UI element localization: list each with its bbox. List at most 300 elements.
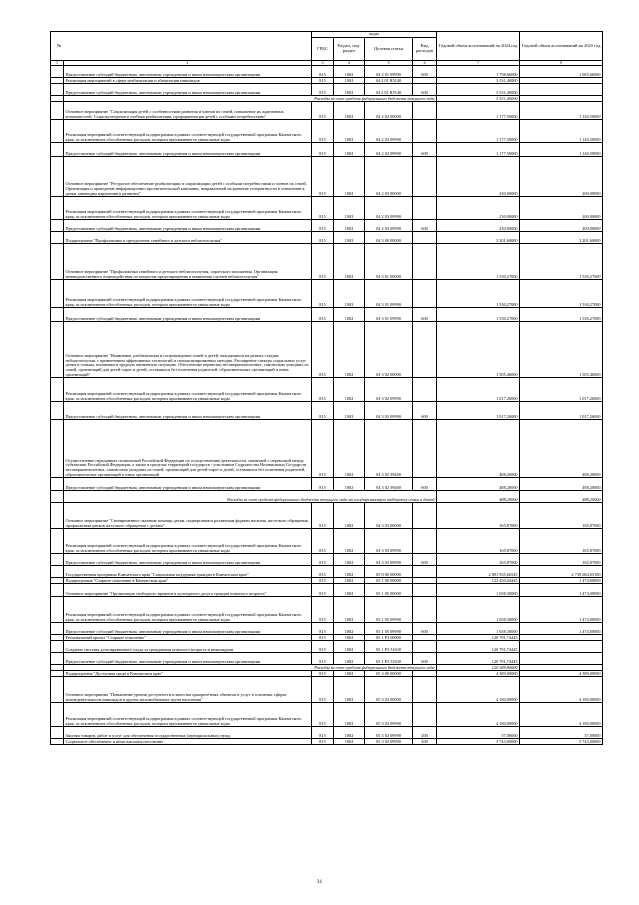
table-row xyxy=(51,529,603,554)
row-target: 04 2 03 00000 xyxy=(365,157,413,197)
row-num-cell xyxy=(51,653,64,665)
row-target: 04 3 02 59400 xyxy=(365,420,413,478)
row-section: 1002 xyxy=(334,308,365,322)
table-row xyxy=(51,197,603,220)
row-expense-type: 600 xyxy=(413,220,437,232)
row-section: 1002 xyxy=(334,232,365,244)
row-value-2025: 4 180,00000 xyxy=(520,677,603,703)
row-section: 1002 xyxy=(334,478,365,491)
row-value-2025: 1 140,50000 xyxy=(520,102,603,120)
row-value-2024: 3 531,40000 xyxy=(437,78,520,84)
row-section: 1002 xyxy=(334,554,365,566)
table-row xyxy=(51,597,603,623)
row-expense-type: 600 xyxy=(413,308,437,322)
row-num-cell xyxy=(51,478,64,491)
row-section: 1002 xyxy=(334,739,365,745)
row-num-cell xyxy=(51,727,64,739)
row-grbs: 815 xyxy=(312,143,334,157)
row-section: 1002 xyxy=(334,529,365,554)
row-value-2025: 1 505,46000 xyxy=(520,322,603,378)
row-num-cell xyxy=(51,120,64,143)
row-value-2024: 57,00000 xyxy=(437,727,520,739)
row-value-2024: 120 791,74445 xyxy=(437,641,520,653)
row-name: Региональный проект "Старшее поколение" xyxy=(64,635,312,641)
row-name: Основное мероприятие "Ресурсное обеспечение реабилитации и социализации детей с особыми потребностями и членов их семей. Организация и проведение информационно-просветительской кампании, направленной на развитие толерантности в отношении к детям, имеющим нарушения в развитии" xyxy=(64,157,312,197)
row-num-cell xyxy=(51,402,64,420)
header-target: Целевая статья xyxy=(365,38,413,61)
colnum-2: 2 xyxy=(64,61,312,66)
page-number: 31 xyxy=(316,879,323,885)
row-expense-type xyxy=(413,157,437,197)
row-target: 04 3 01 09990 xyxy=(365,308,413,322)
row-expense-type: 600 xyxy=(413,66,437,78)
row-target: 04 3 03 09990 xyxy=(365,554,413,566)
row-section: 1002 xyxy=(334,322,365,378)
colnum-7: 7 xyxy=(437,61,520,66)
colnum-4: 4 xyxy=(334,61,365,66)
row-value-2025: 200,00000 xyxy=(520,220,603,232)
row-grbs: 815 xyxy=(312,322,334,378)
row-value-2025: 1 017,26000 xyxy=(520,378,603,402)
row-num-cell xyxy=(51,597,64,623)
row-value-2024: 1 530,27000 xyxy=(437,308,520,322)
row-value-2025: 3 743,00000 xyxy=(520,739,603,745)
row-target: 04 2 01 R5140 xyxy=(365,84,413,96)
note-value-2024: 3 531,40000 xyxy=(437,96,520,102)
row-target: 04 3 02 59400 xyxy=(365,478,413,491)
header-vol-2025: Годовой объем ассигнований на 2025 год xyxy=(520,32,603,61)
row-grbs: 815 xyxy=(312,244,334,280)
row-target: 05 3 00 00000 xyxy=(365,671,413,677)
row-name: Основное мероприятие "Профилактика семейного и детского неблагополучия, сиротского положения. Организация межведомственного взаимодействия по вопросам предотвращения и выявления случаев неблагополучия" xyxy=(64,244,312,280)
row-value-2024: 1 658,30000 xyxy=(437,597,520,623)
row-name: Основное мероприятие "Организация свободного времени и культурного досуга граждан пожилого возраста" xyxy=(64,584,312,597)
row-grbs: 815 xyxy=(312,739,334,745)
row-name: Предоставление субсидий бюджетным, автономным учреждениям и иным некоммерческим организациям xyxy=(64,220,312,232)
row-name: Социальное обеспечение и иные выплаты населению xyxy=(64,739,312,745)
row-expense-type: 600 xyxy=(413,84,437,96)
row-target: 04 3 00 00000 xyxy=(365,232,413,244)
row-expense-type: 600 xyxy=(413,143,437,157)
table-row xyxy=(51,402,603,420)
row-expense-type xyxy=(413,197,437,220)
row-num-cell xyxy=(51,529,64,554)
row-num-cell xyxy=(51,102,64,120)
row-target: 04 3 01 09990 xyxy=(365,280,413,308)
row-value-2024: 1 017,26000 xyxy=(437,402,520,420)
table-row xyxy=(51,623,603,635)
row-value-2024: 488,20000 xyxy=(437,420,520,478)
row-value-2024: 4 180,00000 xyxy=(437,677,520,703)
table-row xyxy=(51,244,603,280)
row-grbs: 815 xyxy=(312,623,334,635)
row-grbs: 815 xyxy=(312,578,334,584)
row-value-2025: 57,00000 xyxy=(520,727,603,739)
row-num-cell xyxy=(51,232,64,244)
colnum-1: 1 xyxy=(51,61,64,66)
row-num-cell xyxy=(51,420,64,478)
row-num-cell xyxy=(51,739,64,745)
row-target: 04 3 02 09990 xyxy=(365,402,413,420)
row-value-2024: 165,87000 xyxy=(437,529,520,554)
row-value-2025: 4 389,00000 xyxy=(520,671,603,677)
row-section: 1002 xyxy=(334,635,365,641)
row-expense-type xyxy=(413,102,437,120)
table-row xyxy=(51,641,603,653)
row-num-cell xyxy=(51,566,64,578)
header-codes: коды xyxy=(312,32,437,38)
row-value-2025 xyxy=(520,84,603,96)
row-grbs: 815 xyxy=(312,529,334,554)
table-row xyxy=(51,378,603,402)
table-row xyxy=(51,554,603,566)
row-section: 1002 xyxy=(334,641,365,653)
row-name: Предоставление субсидий бюджетным, автономным учреждениям и иным некоммерческим организациям xyxy=(64,623,312,635)
row-target: 04 3 02 00000 xyxy=(365,322,413,378)
table-row xyxy=(51,308,603,322)
row-name: Предоставление субсидий бюджетным, автономным учреждениям и иным некоммерческим организациям xyxy=(64,554,312,566)
row-name: Предоставление субсидий бюджетным, автономным учреждениям и иным некоммерческим организациям xyxy=(64,84,312,96)
row-target: 05 0 00 00000 xyxy=(365,566,413,578)
row-value-2024: 230,00000 xyxy=(437,197,520,220)
row-expense-type xyxy=(413,280,437,308)
row-value-2025: 200,00000 xyxy=(520,157,603,197)
row-value-2025: 4 180,00000 xyxy=(520,703,603,727)
row-section: 1002 xyxy=(334,244,365,280)
row-expense-type xyxy=(413,232,437,244)
row-num-cell xyxy=(51,220,64,232)
row-value-2024: 1 530,27000 xyxy=(437,244,520,280)
row-value-2025: 1 017,26000 xyxy=(520,402,603,420)
row-grbs: 815 xyxy=(312,78,334,84)
row-num-cell xyxy=(51,584,64,597)
row-expense-type xyxy=(413,641,437,653)
row-value-2025: 3 201,60000 xyxy=(520,232,603,244)
row-target: 04 2 02 09990 xyxy=(365,120,413,143)
row-expense-type: 600 xyxy=(413,402,437,420)
row-grbs: 815 xyxy=(312,503,334,529)
header-vol-2024: Годовой объем ассигнований на 2024 год xyxy=(437,32,520,61)
row-name: Основное мероприятие "Выявление, реабилитация и сопровождение семей и детей, находящихся на разных стадиях неблагополучия, с применением эффективных технологий и специализированных методик. Расширение спектра социальных услуг детям и семьям, попавшим в трудную жизненную ситуацию. Обеспечение перевозки несовершеннолетних, самовольно ушедших из семей, организаций для детей-сирот и детей, оставшихся без попечения родителей, образовательных организаций и иных организаций" xyxy=(64,322,312,378)
note-text: Расходы за счет средств федерального бюджета текущего года xyxy=(64,96,437,102)
row-value-2025: 2 739 684,05100 xyxy=(520,566,603,578)
row-value-2025: 488,20000 xyxy=(520,478,603,491)
row-expense-type xyxy=(413,677,437,703)
row-section: 1002 xyxy=(334,703,365,727)
row-grbs: 815 xyxy=(312,102,334,120)
row-grbs: 815 xyxy=(312,120,334,143)
row-name: Основное мероприятие "Повышение уровня доступности и качества приоритетных объектов и услуг в основных сферах жизнедеятельности инвалидов и других маломобильных групп населения" xyxy=(64,677,312,703)
row-grbs: 815 xyxy=(312,232,334,244)
table-row xyxy=(51,280,603,308)
colnum-6: 6 xyxy=(413,61,437,66)
row-value-2025: 1 530,27000 xyxy=(520,280,603,308)
row-grbs: 815 xyxy=(312,378,334,402)
row-target: 04 2 03 09990 xyxy=(365,220,413,232)
row-section: 1002 xyxy=(334,78,365,84)
row-value-2024: 1 658,30000 xyxy=(437,584,520,597)
row-grbs: 815 xyxy=(312,402,334,420)
row-name: Реализация мероприятий соответствующей подпрограммы в рамках соответствующей государственной программы Камчатского края, за исключением обособленных расходов, которым присваиваются уникальные коды xyxy=(64,703,312,727)
row-value-2024: 230,00000 xyxy=(437,157,520,197)
row-name: Осуществление переданных полномочий Российской Федерации по осуществлению деятельности, связанной с перевозкой между субъектами Российской Федерации, а также в пределах территорий государств - участников Содружества Независимых Государств несовершеннолетних, самовольно ушедших из семей, организаций для детей-сирот и детей, оставшихся без попечения родителей, образовательных организаций и иных организаций xyxy=(64,420,312,478)
row-section: 1002 xyxy=(334,120,365,143)
row-name: Реализация мероприятий соответствующей подпрограммы в рамках соответствующей государственной программы Камчатского края, за исключением обособленных расходов, которым присваиваются уникальные коды xyxy=(64,197,312,220)
row-grbs: 815 xyxy=(312,703,334,727)
row-value-2025: 1 685,66000 xyxy=(520,66,603,78)
row-section: 1002 xyxy=(334,378,365,402)
row-value-2024: 488,20000 xyxy=(437,478,520,491)
row-target: 04 2 03 09990 xyxy=(365,197,413,220)
row-value-2024: 4 180,00000 xyxy=(437,703,520,727)
row-section: 1002 xyxy=(334,102,365,120)
row-target: 05 1 P3 00000 xyxy=(365,635,413,641)
row-section: 1002 xyxy=(334,578,365,584)
header-section: Раздел, под-раздел xyxy=(334,38,365,61)
table-note-row xyxy=(51,491,603,503)
row-value-2024: 3 531,40000 xyxy=(437,84,520,96)
row-target: 04 3 02 09990 xyxy=(365,378,413,402)
row-value-2025: 165,87000 xyxy=(520,529,603,554)
row-expense-type xyxy=(413,566,437,578)
table-row xyxy=(51,102,603,120)
row-value-2024: 1 530,27000 xyxy=(437,280,520,308)
row-grbs: 815 xyxy=(312,84,334,96)
table-row xyxy=(51,703,603,727)
row-section: 1002 xyxy=(334,677,365,703)
row-target: 05 1 05 09990 xyxy=(365,597,413,623)
row-name: Подпрограмма "Профилактика и преодоление семейного и детского неблагополучия" xyxy=(64,232,312,244)
row-target: 04 3 03 09990 xyxy=(365,529,413,554)
row-target: 05 1 P3 51630 xyxy=(365,653,413,665)
row-target: 04 2 01 09990 xyxy=(365,66,413,78)
row-grbs: 815 xyxy=(312,584,334,597)
row-target: 05 1 00 00000 xyxy=(365,578,413,584)
row-target: 05 3 02 09990 xyxy=(365,727,413,739)
row-value-2024: 165,87000 xyxy=(437,554,520,566)
row-name: Создание системы долговременного ухода за гражданами пожилого возраста и инвалидами xyxy=(64,641,312,653)
budget-table xyxy=(50,31,603,745)
header-num: № xyxy=(51,32,312,61)
row-grbs: 815 xyxy=(312,641,334,653)
row-section: 1002 xyxy=(334,66,365,78)
row-section: 1002 xyxy=(334,280,365,308)
table-row xyxy=(51,322,603,378)
row-section: 1002 xyxy=(334,584,365,597)
row-num-cell xyxy=(51,157,64,197)
row-expense-type: 600 xyxy=(413,653,437,665)
row-value-2025: 1 140,50000 xyxy=(520,120,603,143)
row-target: 05 3 02 09990 xyxy=(365,703,413,727)
row-target: 04 2 02 00000 xyxy=(365,102,413,120)
row-target: 04 3 03 00000 xyxy=(365,503,413,529)
note-text: Расходы за счет средств федерального бюджета текущего года на государственную поддержку семьи и детей xyxy=(64,491,437,503)
row-name: Реализация мероприятий соответствующей подпрограммы в рамках соответствующей государственной программы Камчатского края, за исключением обособленных расходов, которым присваиваются уникальные коды xyxy=(64,597,312,623)
table-row xyxy=(51,232,603,244)
row-section: 1002 xyxy=(334,220,365,232)
table-body xyxy=(51,66,603,745)
row-num-cell xyxy=(51,623,64,635)
table-row xyxy=(51,84,603,96)
row-section: 1002 xyxy=(334,566,365,578)
row-target: 04 2 02 09990 xyxy=(365,143,413,157)
row-name: Реализация мероприятий соответствующей подпрограммы в рамках соответствующей государственной программы Камчатского края, за исключением обособленных расходов, которым присваиваются уникальные коды xyxy=(64,378,312,402)
row-value-2024: 1 177,50000 xyxy=(437,120,520,143)
row-value-2025: 1 474,00000 xyxy=(520,623,603,635)
row-expense-type: 600 xyxy=(413,623,437,635)
table-row xyxy=(51,503,603,529)
row-expense-type: 300 xyxy=(413,739,437,745)
row-expense-type xyxy=(413,584,437,597)
note-value-2024: 488,20000 xyxy=(437,491,520,503)
row-name: Реализация мероприятий соответствующей подпрограммы в рамках соответствующей государственной программы Камчатского края, за исключением обособленных расходов, которым присваиваются уникальные коды xyxy=(64,529,312,554)
row-name: Реализация мероприятий соответствующей подпрограммы в рамках соответствующей государственной программы Камчатского края, за исключением обособленных расходов, которым присваиваются уникальные коды xyxy=(64,120,312,143)
row-name: Подпрограмма "Старшее поколение в Камчатском крае" xyxy=(64,578,312,584)
row-section: 1002 xyxy=(334,197,365,220)
row-expense-type: 600 xyxy=(413,554,437,566)
row-grbs: 815 xyxy=(312,566,334,578)
row-value-2024: 2 801 935,66545 xyxy=(437,566,520,578)
row-value-2024: 120 791,74445 xyxy=(437,653,520,665)
row-expense-type: 200 xyxy=(413,727,437,739)
table-row xyxy=(51,157,603,197)
row-expense-type xyxy=(413,503,437,529)
table-row xyxy=(51,653,603,665)
note-value-2025: 488,20000 xyxy=(520,491,603,503)
row-section: 1002 xyxy=(334,84,365,96)
row-section: 1002 xyxy=(334,143,365,157)
row-grbs: 815 xyxy=(312,653,334,665)
note-value-2024: 120 389,80000 xyxy=(437,665,520,671)
row-expense-type xyxy=(413,378,437,402)
note-text: Расходы за счет средств федерального бюджета текущего года xyxy=(64,665,437,671)
row-num-cell xyxy=(51,66,64,78)
table-row xyxy=(51,727,603,739)
table-row xyxy=(51,220,603,232)
row-num-cell xyxy=(51,197,64,220)
row-target: 05 3 02 09990 xyxy=(365,739,413,745)
row-name: Предоставление субсидий бюджетным, автономным учреждениям и иным некоммерческим организациям xyxy=(64,653,312,665)
row-value-2025: 488,20000 xyxy=(520,420,603,478)
budget-page xyxy=(50,31,602,745)
row-value-2024: 1 658,30000 xyxy=(437,623,520,635)
row-expense-type xyxy=(413,322,437,378)
row-value-2024: 165,87000 xyxy=(437,503,520,529)
row-grbs: 815 xyxy=(312,66,334,78)
row-num-cell xyxy=(51,143,64,157)
row-value-2025: 1 530,27000 xyxy=(520,244,603,280)
row-name: Предоставление субсидий бюджетным, автономным учреждениям и иным некоммерческим организациям xyxy=(64,402,312,420)
row-section: 1002 xyxy=(334,623,365,635)
row-value-2024: 1 505,46000 xyxy=(437,322,520,378)
row-value-2024: 230,00000 xyxy=(437,220,520,232)
row-num-cell xyxy=(51,308,64,322)
row-section: 1002 xyxy=(334,653,365,665)
row-name: Реализация мероприятий соответствующей подпрограммы в рамках соответствующей государственной программы Камчатского края, за исключением обособленных расходов, которым присваиваются уникальные коды xyxy=(64,280,312,308)
row-section: 1002 xyxy=(334,503,365,529)
colnum-3: 3 xyxy=(312,61,334,66)
row-grbs: 815 xyxy=(312,677,334,703)
table-row xyxy=(51,566,603,578)
row-value-2024: 1 798,66000 xyxy=(437,66,520,78)
table-row xyxy=(51,739,603,745)
row-value-2025: 1 474,00000 xyxy=(520,597,603,623)
row-section: 1002 xyxy=(334,157,365,197)
table-row xyxy=(51,420,603,478)
colnum-8: 8 xyxy=(520,61,603,66)
row-name: Основное мероприятие "Своевременное оказание помощи детям, подвергшимся различным формам насилия, жестокого обращения, профилактика рисков жестокого обращения с детьми" xyxy=(64,503,312,529)
row-expense-type xyxy=(413,703,437,727)
table-row xyxy=(51,478,603,491)
row-target: 04 3 01 00000 xyxy=(365,244,413,280)
row-expense-type xyxy=(413,597,437,623)
row-name: Предоставление субсидий бюджетным, автономным учреждениям и иным некоммерческим организациям xyxy=(64,478,312,491)
row-num-cell xyxy=(51,280,64,308)
row-value-2025: 1 530,27000 xyxy=(520,308,603,322)
row-grbs: 815 xyxy=(312,197,334,220)
row-value-2024: 1 177,50000 xyxy=(437,143,520,157)
row-value-2025: 200,00000 xyxy=(520,197,603,220)
row-value-2024: 120 791,74445 xyxy=(437,635,520,641)
row-grbs: 815 xyxy=(312,420,334,478)
row-num-cell xyxy=(51,677,64,703)
row-value-2024: 1 017,26000 xyxy=(437,378,520,402)
row-section: 1002 xyxy=(334,671,365,677)
row-grbs: 815 xyxy=(312,727,334,739)
row-num-cell xyxy=(51,84,64,96)
row-num-cell xyxy=(51,378,64,402)
row-num-cell xyxy=(51,703,64,727)
row-section: 1002 xyxy=(334,420,365,478)
row-value-2024: 4 389,00000 xyxy=(437,671,520,677)
row-name: Предоставление субсидий бюджетным, автономным учреждениям и иным некоммерческим организациям xyxy=(64,66,312,78)
colnum-5: 5 xyxy=(365,61,413,66)
row-expense-type xyxy=(413,529,437,554)
row-grbs: 815 xyxy=(312,220,334,232)
row-num-cell xyxy=(51,554,64,566)
row-value-2025: 1 140,50000 xyxy=(520,143,603,157)
row-name: Подпрограмма "Доступная среда в Камчатском крае" xyxy=(64,671,312,677)
row-value-2025: 1 474,00000 xyxy=(520,584,603,597)
row-target: 05 1 05 09990 xyxy=(365,623,413,635)
row-grbs: 815 xyxy=(312,308,334,322)
row-expense-type: 600 xyxy=(413,478,437,491)
table-row xyxy=(51,584,603,597)
row-name: Государственная программа Камчатского края "Социальная поддержка граждан в Камчатском крае" xyxy=(64,566,312,578)
row-grbs: 815 xyxy=(312,157,334,197)
row-grbs: 815 xyxy=(312,597,334,623)
row-value-2025: 165,87000 xyxy=(520,554,603,566)
row-value-2025: 165,87000 xyxy=(520,503,603,529)
row-num-cell xyxy=(51,322,64,378)
row-name: Закупка товаров, работ и услуг для обеспечения государственных (муниципальных) нужд xyxy=(64,727,312,739)
row-value-2024: 1 177,50000 xyxy=(437,102,520,120)
row-name: Предоставление субсидий бюджетным, автономным учреждениям и иным некоммерческим организациям xyxy=(64,308,312,322)
row-grbs: 815 xyxy=(312,671,334,677)
row-target: 05 1 05 00000 xyxy=(365,584,413,597)
row-target: 04 2 01 R5140 xyxy=(365,78,413,84)
row-value-2024: 122 450,04445 xyxy=(437,578,520,584)
row-target: 05 1 P3 51630 xyxy=(365,641,413,653)
row-section: 1002 xyxy=(334,597,365,623)
row-grbs: 815 xyxy=(312,478,334,491)
row-name: Реализация мероприятий в сфере реабилитации и абилитации инвалидов xyxy=(64,78,312,84)
row-grbs: 815 xyxy=(312,635,334,641)
row-section: 1002 xyxy=(334,727,365,739)
row-num-cell xyxy=(51,503,64,529)
row-section: 1002 xyxy=(334,402,365,420)
table-row xyxy=(51,120,603,143)
